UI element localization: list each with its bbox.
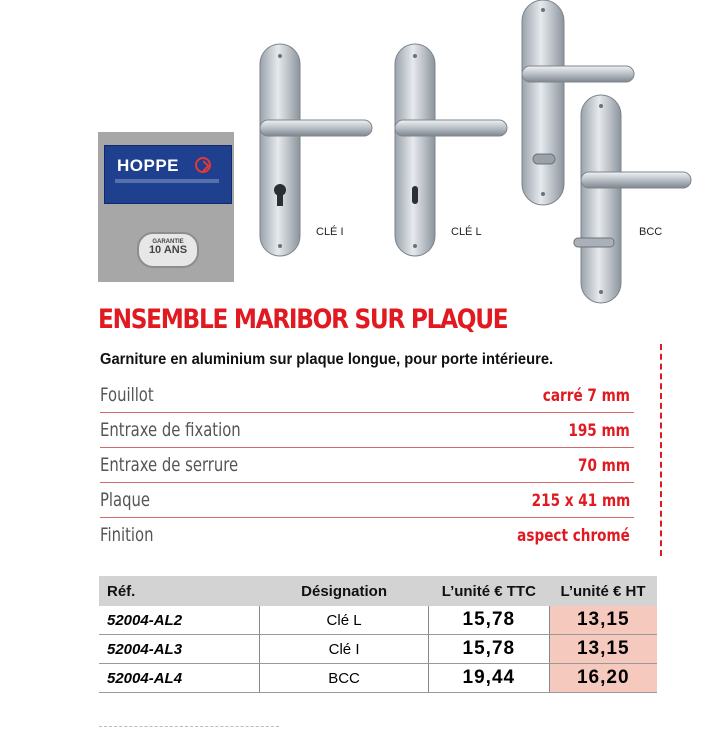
hoppe-arrow-icon (195, 157, 211, 173)
cell-price-ttc: 15,78 (429, 635, 549, 664)
guarantee-years: 10 ANS (148, 244, 188, 256)
cell-price-ttc: 15,78 (429, 606, 549, 635)
table-header-row (99, 576, 657, 606)
header-ref: Réf. (99, 576, 259, 606)
brand-name: HOPPE (117, 156, 180, 175)
product-description: Garniture en aluminium sur plaque longue, pour porte intérieure. (100, 351, 554, 368)
guarantee-badge (137, 232, 199, 268)
spec-row (100, 417, 634, 448)
cell-price-ttc: 19,44 (429, 664, 549, 693)
cell-designation: Clé I (259, 635, 428, 664)
handle-bcc (574, 95, 691, 303)
spec-value: aspect chromé (517, 526, 630, 546)
price-table (99, 576, 657, 693)
header-designation: Désignation (259, 576, 428, 606)
dashed-divider (660, 344, 662, 556)
variant-label-cle-i: CLÉ I (316, 226, 344, 238)
spec-row (100, 487, 634, 518)
spec-label: Fouillot (100, 384, 154, 406)
header-price-ttc: L’unité € TTC (429, 576, 549, 606)
cell-designation: Clé L (259, 606, 428, 635)
spec-value: 70 mm (577, 456, 630, 476)
cell-ref: 52004-AL2 (99, 606, 259, 635)
product-title: ENSEMBLE MARIBOR SUR PLAQUE (98, 304, 508, 335)
spec-label: Entraxe de serrure (100, 454, 239, 476)
spec-value: carré 7 mm (542, 386, 630, 406)
spec-row (100, 382, 634, 413)
handle-cle-l (395, 44, 507, 256)
cell-ref: 52004-AL4 (99, 664, 259, 693)
table-row (99, 664, 657, 693)
spec-row (100, 452, 634, 483)
guarantee-label: GARANTIE (152, 239, 184, 245)
cell-price-ht: 16,20 (549, 664, 657, 693)
cell-designation: BCC (259, 664, 428, 693)
table-row (99, 635, 657, 664)
product-illustration (250, 0, 710, 310)
footer-divider (99, 726, 279, 727)
cell-price-ht: 13,15 (549, 635, 657, 664)
spec-row (100, 522, 634, 552)
variant-label-bcc: BCC (639, 226, 663, 238)
variant-label-cle-l: CLÉ L (451, 226, 482, 238)
spec-value: 215 x 41 mm (531, 491, 630, 511)
header-price-ht: L’unité € HT (549, 576, 657, 606)
table-row (99, 606, 657, 635)
spec-label: Finition (100, 524, 154, 546)
cell-ref: 52004-AL3 (99, 635, 259, 664)
spec-label: Plaque (100, 489, 151, 511)
brand-tagline-graphic (115, 179, 219, 183)
hoppe-logo (104, 145, 232, 204)
cell-price-ht: 13,15 (549, 606, 657, 635)
handle-cle-i (260, 44, 372, 256)
spec-value: 195 mm (568, 421, 630, 441)
spec-label: Entraxe de fixation (100, 419, 241, 441)
